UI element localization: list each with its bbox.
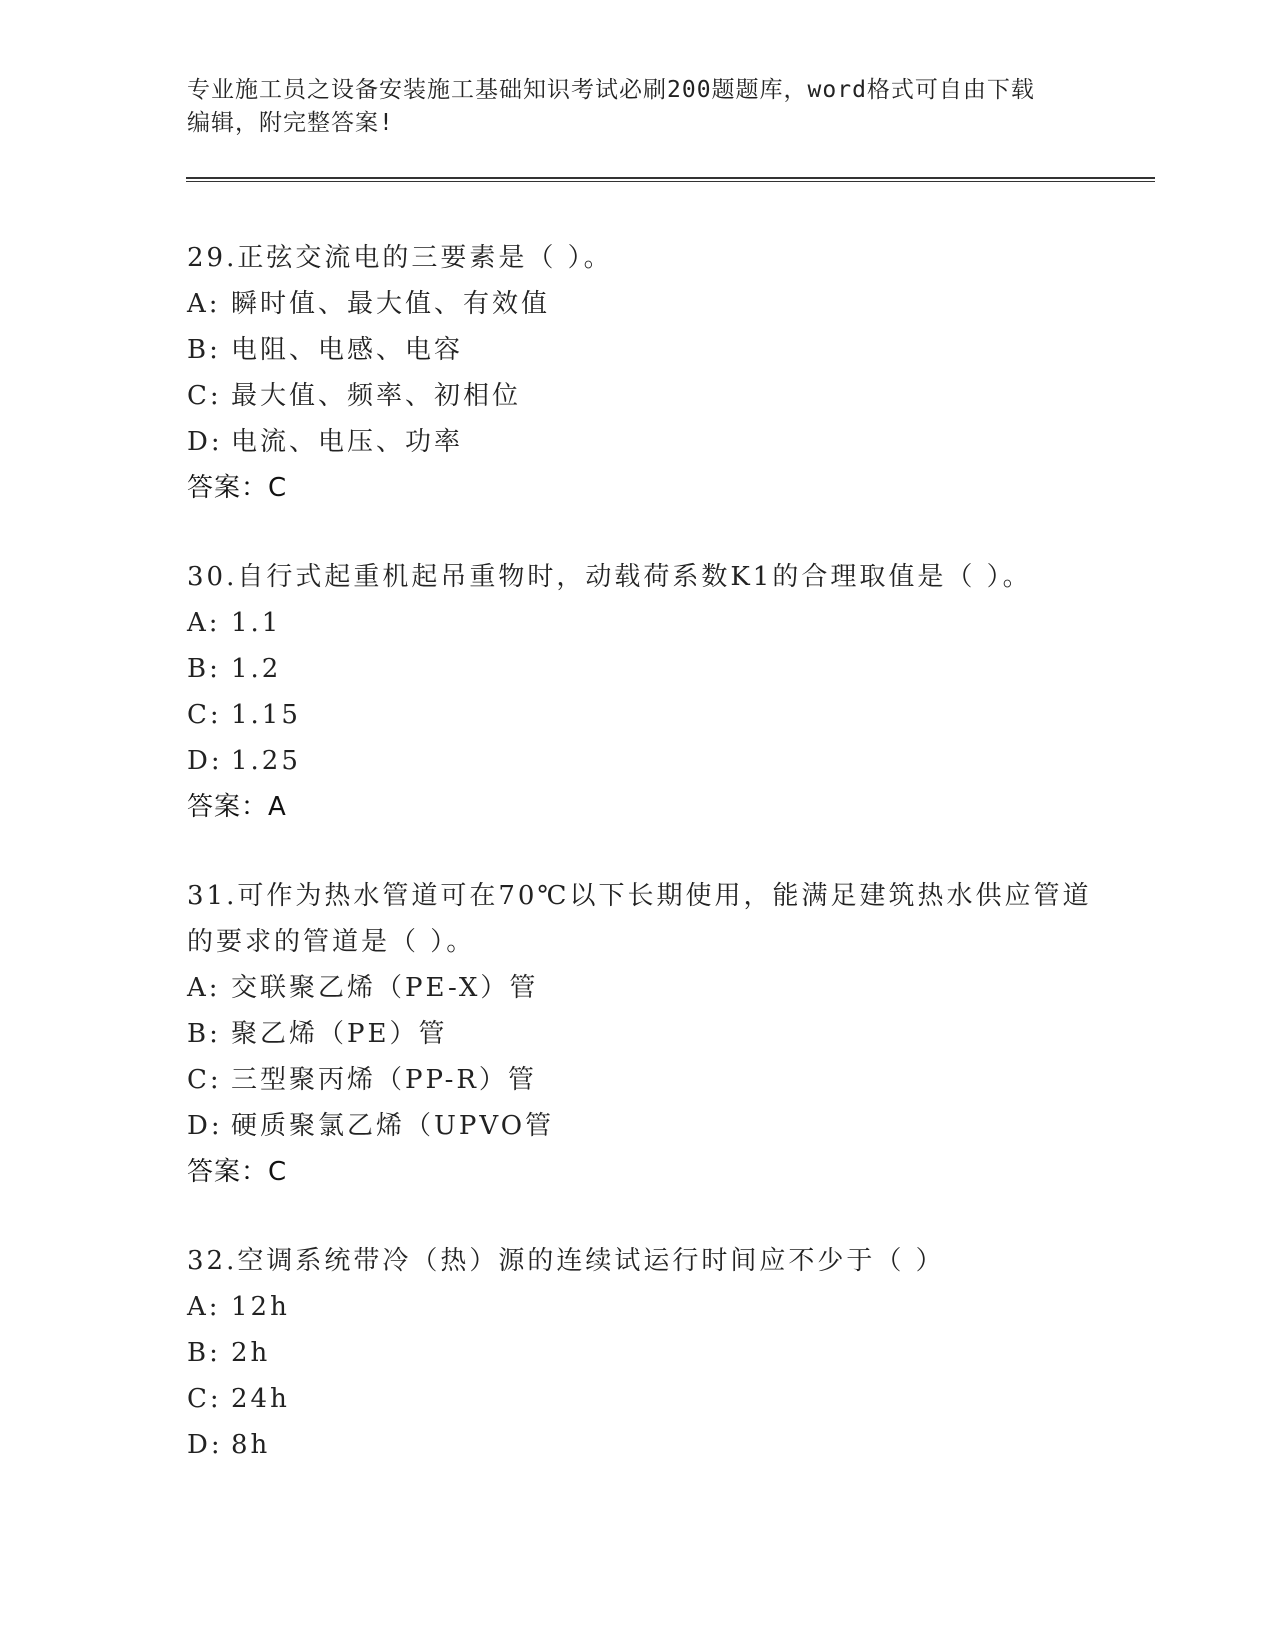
question-32	[187, 1238, 1087, 1468]
question-stem-line: 30.自行式起重机起吊重物时，动载荷系数K1的合理取值是（ ）。	[187, 562, 1032, 592]
option-letter: A:	[187, 1292, 221, 1322]
header-divider-thick	[186, 177, 1155, 179]
option-c	[187, 692, 1087, 738]
option-letter: B:	[187, 1019, 221, 1049]
question-stem-line: 的要求的管道是（ ）。	[187, 927, 476, 957]
option-c	[187, 373, 1087, 419]
question-stem	[187, 554, 1087, 600]
option-text: 交联聚乙烯（PE-X）管	[231, 973, 539, 1003]
option-letter: D:	[187, 427, 223, 457]
option-text: 1.25	[231, 746, 301, 776]
question-31	[187, 873, 1092, 1195]
question-stem-line: 32.空调系统带冷（热）源的连续试运行时间应不少于（ ）	[187, 1246, 945, 1276]
option-d	[187, 738, 1087, 784]
option-text: 聚乙烯（PE）管	[231, 1019, 448, 1049]
header-divider-thin	[186, 181, 1155, 182]
option-letter: C:	[187, 381, 222, 411]
option-letter: A:	[187, 608, 221, 638]
option-letter: B:	[187, 654, 221, 684]
option-a	[187, 281, 1087, 327]
question-stem	[187, 873, 1092, 965]
option-a	[187, 965, 1087, 1011]
question-stem	[187, 1238, 1087, 1284]
option-letter: D:	[187, 1111, 223, 1141]
question-30	[187, 554, 1087, 830]
option-text: 电阻、电感、电容	[231, 335, 464, 365]
question-stem	[187, 235, 1087, 281]
option-letter: B:	[187, 1338, 221, 1368]
option-b	[187, 1011, 1087, 1057]
option-text: 8h	[231, 1430, 271, 1460]
question-stem-line: 31.可作为热水管道可在70℃以下长期使用，能满足建筑热水供应管道	[187, 881, 1092, 911]
option-a	[187, 1284, 1087, 1330]
option-text: 1.15	[231, 700, 301, 730]
answer-line: 答案：C	[187, 473, 288, 503]
option-text: 2h	[231, 1338, 271, 1368]
option-d	[187, 419, 1087, 465]
option-text: 24h	[231, 1384, 290, 1414]
option-text: 1.1	[231, 608, 282, 638]
document-header	[187, 74, 1087, 140]
option-d	[187, 1103, 1087, 1149]
option-b	[187, 1330, 1087, 1376]
option-letter: C:	[187, 1065, 222, 1095]
option-d	[187, 1422, 1087, 1468]
answer-line: 答案：A	[187, 792, 287, 822]
option-text: 电流、电压、功率	[231, 427, 464, 457]
option-a	[187, 600, 1087, 646]
option-letter: C:	[187, 1384, 222, 1414]
question-stem-line: 29.正弦交流电的三要素是（ ）。	[187, 243, 613, 273]
option-letter: C:	[187, 700, 222, 730]
option-text: 硬质聚氯乙烯（UPVO管	[231, 1111, 555, 1141]
option-letter: D:	[187, 1430, 223, 1460]
option-letter: B:	[187, 335, 221, 365]
option-b	[187, 646, 1087, 692]
question-29	[187, 235, 1087, 511]
option-text: 1.2	[231, 654, 282, 684]
option-letter: A:	[187, 289, 221, 319]
option-c	[187, 1057, 1087, 1103]
option-letter: A:	[187, 973, 221, 1003]
option-text: 三型聚丙烯（PP-R）管	[231, 1065, 537, 1095]
option-b	[187, 327, 1087, 373]
answer-line: 答案：C	[187, 1157, 288, 1187]
question-list	[187, 235, 1092, 1511]
header-title-line-1: 专业施工员之设备安装施工基础知识考试必刷200题题库，word格式可自由下载	[187, 77, 1035, 103]
option-c	[187, 1376, 1087, 1422]
option-text: 瞬时值、最大值、有效值	[231, 289, 551, 319]
option-text: 12h	[231, 1292, 290, 1322]
header-title-line-2: 编辑，附完整答案!	[187, 110, 394, 136]
option-letter: D:	[187, 746, 223, 776]
option-text: 最大值、频率、初相位	[231, 381, 522, 411]
